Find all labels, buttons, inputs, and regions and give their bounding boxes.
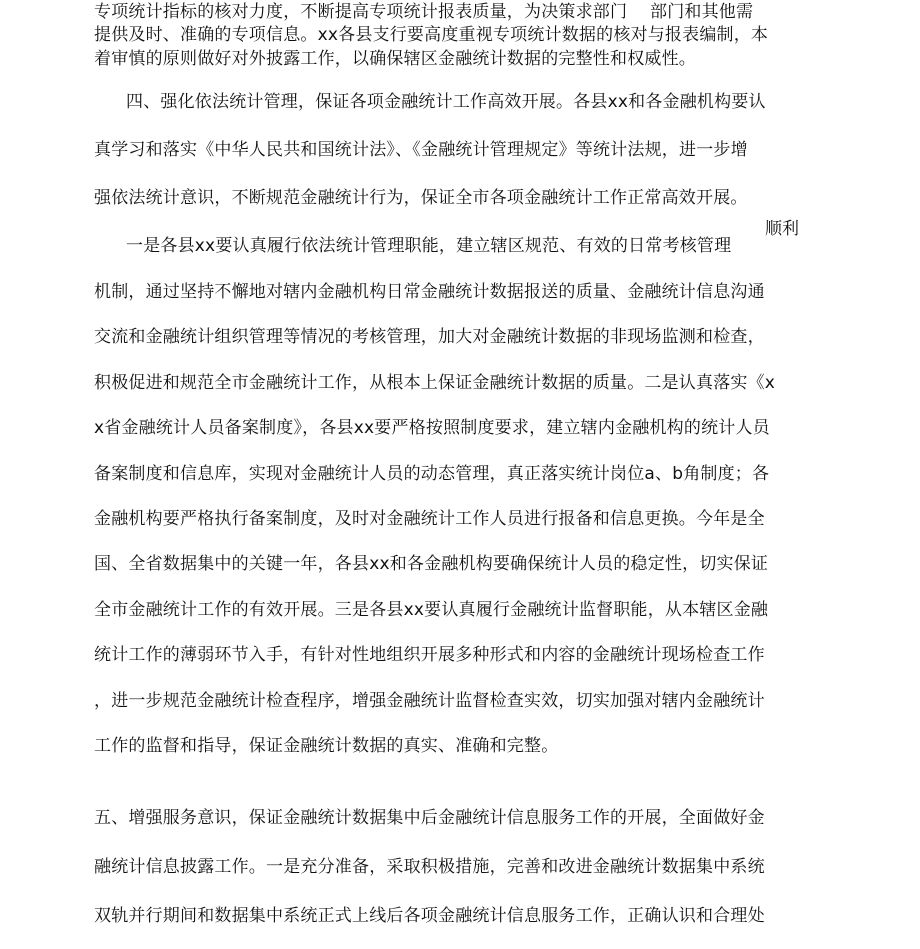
section-heading-line: 四、强化依法统计管理，保证各项金融统计工作高效开展。各县xx和各金融机构要认 (126, 92, 766, 112)
paragraph-line: 真学习和落实《中华人民共和国统计法》、《金融统计管理规定》等统计法规，进一步增 (94, 140, 748, 160)
paragraph-line: 机制，通过坚持不懈地对辖内金融机构日常金融统计数据报送的质量、金融统计信息沟通 (94, 282, 765, 302)
paragraph-line: 工作的监督和指导，保证金融统计数据的真实、准确和完整。 (94, 736, 559, 756)
paragraph-line: 一是各县xx要认真履行依法统计管理职能，建立辖区规范、有效的日常考核管理 (126, 236, 732, 256)
paragraph-line: 金融机构要严格执行备案制度，及时对金融统计工作人员进行报备和信息更换。今年是全 (94, 509, 765, 529)
paragraph-line: 国、全省数据集中的关键一年，各县xx和各金融机构要确保统计人员的稳定性，切实保证 (94, 554, 769, 574)
paragraph-line: ，进一步规范金融统计检查程序，增强金融统计监督检查实效，切实加强对辖内金融统计 (94, 691, 765, 711)
paragraph-line: x省金融统计人员备案制度》，各县xx要严格按照制度要求，建立辖内金融机构的统计人员 (94, 418, 770, 438)
paragraph-line: 强依法统计意识，不断规范金融统计行为，保证全市各项金融统计工作正常高效开展。 (94, 188, 748, 208)
paragraph-line: 双轨并行期间和数据集中系统正式上线后各项金融统计信息服务工作，正确认识和合理处 (94, 906, 765, 926)
floating-text: 顺利 (765, 219, 799, 239)
paragraph-line: 备案制度和信息库，实现对金融统计人员的动态管理，真正落实统计岗位a、b角制度；各 (94, 464, 770, 484)
paragraph-line: 积极促进和规范全市金融统计工作，从根本上保证金融统计数据的质量。二是认真落实《x (94, 373, 776, 393)
paragraph-line: 提供及时、准确的专项信息。xx各县支行要高度重视专项统计数据的核对与报表编制，本 (94, 25, 769, 45)
paragraph-line: 交流和金融统计组织管理等情况的考核管理，加大对金融统计数据的非现场监测和检查， (94, 327, 765, 347)
section-heading-line: 五、增强服务意识，保证金融统计数据集中后金融统计信息服务工作的开展，全面做好金 (94, 808, 765, 828)
paragraph-line: 专项统计指标的核对力度，不断提高专项统计报表质量，为决策求部门 部门和其他需 (94, 2, 754, 22)
paragraph-line: 统计工作的薄弱环节入手，有针对性地组织开展多种形式和内容的金融统计现场检查工作 (94, 645, 765, 665)
paragraph-line: 融统计信息披露工作。一是充分准备，采取积极措施，完善和改进金融统计数据集中系统 (94, 857, 765, 877)
paragraph-line: 全市金融统计工作的有效开展。三是各县xx要认真履行金融统计监督职能，从本辖区金融 (94, 600, 769, 620)
paragraph-line: 着审慎的原则做好对外披露工作，以确保辖区金融统计数据的完整性和权威性。 (94, 49, 696, 69)
